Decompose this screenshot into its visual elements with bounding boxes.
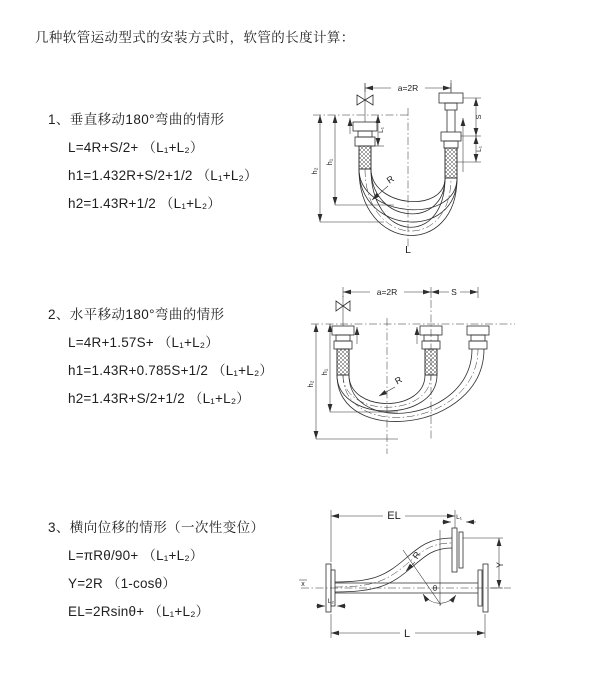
formula-1-3: h2=1.43R+1/2 （L₁+L₂） [68, 196, 222, 211]
dim-y [463, 538, 505, 588]
formula-3-1: L=πRθ/90+ （L₁+L₂） [68, 548, 204, 563]
dim-label-l2: L₂ [327, 598, 335, 605]
dim-label-s: S [451, 287, 457, 297]
upper-flange-displaced [452, 528, 463, 572]
radius-label: R [393, 374, 404, 387]
right-hose-end-fitting [439, 80, 463, 178]
centerline-mark [299, 580, 307, 588]
dim-l [331, 614, 485, 640]
dim-h1 [320, 324, 398, 412]
formula-1-1: L=4R+S/2+ （L₁+L₂） [68, 140, 204, 155]
centerline-mark-label: x [301, 581, 305, 588]
dim-l2 [316, 598, 346, 606]
dim-s-right [457, 98, 483, 162]
formula-3-2: Y=2R （1-cosθ） [68, 576, 177, 591]
radius-label: R [384, 173, 396, 186]
dim-l1 [442, 514, 476, 522]
formula-2-2: h1=1.43R+0.785S+1/2 （L₁+L₂） [68, 363, 274, 378]
hose-curves [337, 349, 484, 422]
length-label: L [405, 244, 411, 256]
dim-label-h1: h₁ [320, 368, 329, 376]
left-hose-end-fitting [353, 122, 377, 169]
radius-callout [372, 173, 396, 200]
dim-el [331, 509, 455, 562]
section-2-heading: 2、水平移动180°弯曲的情形 [48, 307, 225, 322]
formula-1-2: h1=1.432R+S/2+1/2 （L₁+L₂） [68, 168, 258, 183]
dim-label-l1-right: L₁ [476, 146, 483, 152]
formula-2-3: h2=1.43R+S/2+1/2 （L₁+L₂） [68, 391, 250, 406]
dim-label-el: EL [387, 510, 401, 522]
section-3-heading: 3、横向位移的情形（一次性变位） [48, 520, 265, 535]
diagram-lateral-displacement [295, 498, 600, 660]
page-title: 几种软管运动型式的安装方式时，软管的长度计算： [35, 30, 355, 45]
dim-label-h2: h₂ [306, 380, 315, 388]
dim-label-a2r: a=2R [397, 83, 419, 93]
radius-label: R [410, 549, 423, 561]
formula-2-1: L=4R+1.57S+ （L₁+L₂） [68, 335, 219, 350]
section-1 [48, 108, 338, 218]
dim-label-l: L [403, 628, 411, 640]
formula-3-3: EL=2Rsinθ+ （L₁+L₂） [68, 604, 210, 619]
diagram-horizontal-180-bend [303, 284, 598, 462]
dim-label-l1: L₁ [378, 127, 385, 133]
dim-a2r [365, 82, 451, 93]
angle-label: θ [432, 584, 438, 593]
valve-symbol [336, 296, 350, 326]
radius-callout [379, 374, 404, 396]
dim-label-y: Y [495, 561, 505, 569]
dim-label-h2: h₂ [310, 167, 319, 175]
diagram-vertical-180-bend [306, 72, 566, 264]
dim-label-a2r: a=2R [376, 287, 398, 297]
moving-end-fitting-pos2 [467, 326, 489, 349]
section-1-heading: 1、垂直移动180°弯曲的情形 [48, 112, 225, 127]
dim-label-h1: h₁ [325, 158, 334, 166]
dim-label-l1: L₁ [456, 514, 462, 521]
dim-l1-left [372, 115, 385, 146]
fixed-end-fitting [332, 326, 354, 375]
dim-a2r [343, 286, 478, 298]
section-2 [48, 303, 338, 413]
dim-label-s: S [474, 114, 483, 120]
valve-symbol [357, 83, 373, 122]
